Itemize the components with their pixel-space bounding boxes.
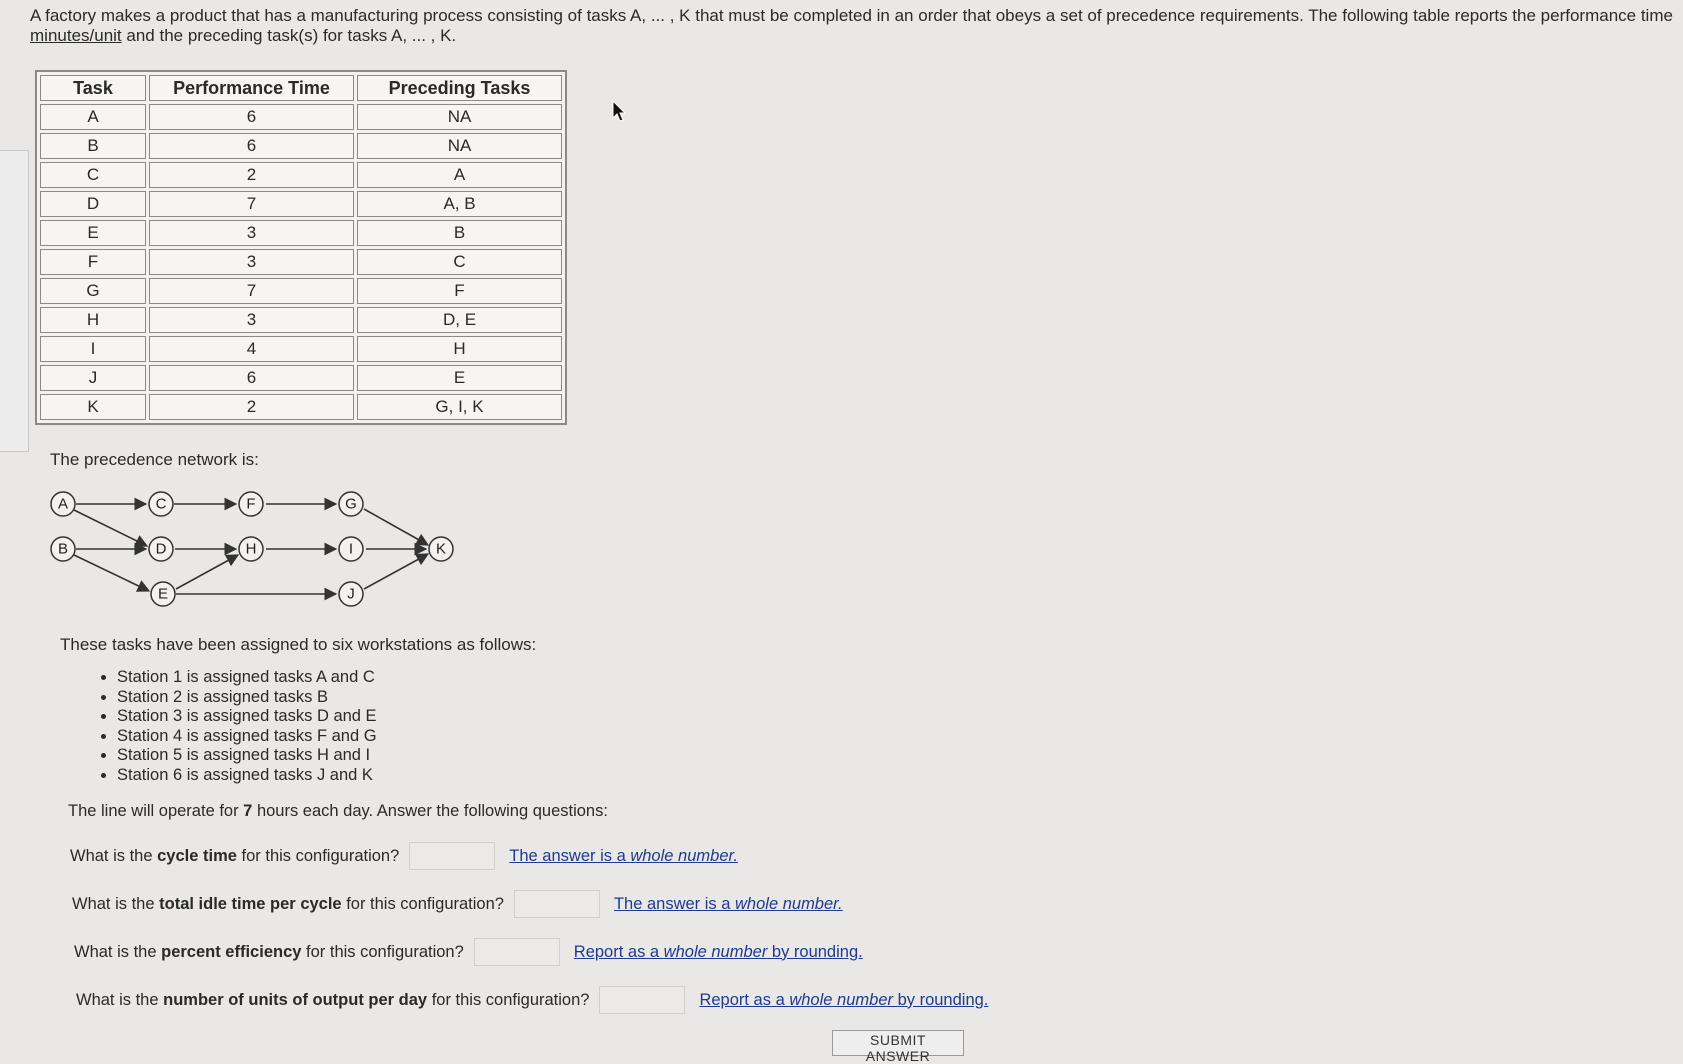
node-a: [51, 492, 75, 516]
node-label: K: [435, 540, 447, 558]
list-item: • Station 6 is assigned tasks J and K: [117, 766, 377, 786]
edge-a-d: [74, 510, 147, 546]
task-cell: I: [40, 336, 146, 362]
table-row: [40, 307, 562, 333]
network-label: The precedence network is:: [50, 450, 259, 469]
node-label: E: [157, 585, 169, 603]
assignment-intro: These tasks have been assigned to six workstations as follows:: [60, 635, 537, 654]
node-label: C: [155, 495, 167, 513]
time-cell: 6: [149, 133, 354, 159]
question-hint[interactable]: Report as a whole number by rounding.: [699, 990, 989, 1009]
task-cell: B: [40, 133, 146, 159]
time-cell: 3: [149, 307, 354, 333]
preceding-cell: NA: [357, 133, 562, 159]
question-output-per-day: [76, 986, 988, 1014]
problem-intro: [30, 6, 1680, 46]
table-row: [40, 104, 562, 130]
task-cell: C: [40, 162, 146, 188]
table-row: [40, 365, 562, 391]
node-label: I: [348, 540, 354, 558]
task-cell: E: [40, 220, 146, 246]
question-hint[interactable]: Report as a whole number by rounding.: [573, 942, 863, 961]
preceding-cell: B: [357, 220, 562, 246]
output-per-day-input[interactable]: [599, 986, 685, 1014]
intro-text: A factory makes a product that has a manufacturing process consisting of tasks A, ... , K that must be completed in an order that obeys a set of precedence requirements. The following table reports the performance time: [30, 6, 1673, 25]
list-item: • Station 5 is assigned tasks H and I: [117, 746, 377, 766]
preceding-cell: F: [357, 278, 562, 304]
edge-b-e: [74, 555, 149, 591]
list-item: • Station 3 is assigned tasks D and E: [117, 707, 377, 727]
operation-post: hours each day. Answer the following questions:: [252, 802, 608, 820]
node-label: B: [57, 540, 69, 558]
preceding-cell: NA: [357, 104, 562, 130]
table-row: [40, 336, 562, 362]
node-f: [239, 492, 263, 516]
operation-hours: 7: [243, 802, 253, 820]
preceding-cell: G, I, K: [357, 394, 562, 420]
question-idle-time: [72, 890, 843, 918]
time-cell: 7: [149, 278, 354, 304]
time-cell: 6: [149, 365, 354, 391]
table-header-row: [40, 75, 562, 101]
header-task: Task: [40, 75, 146, 101]
question-efficiency: [74, 938, 863, 966]
submit-answer-button[interactable]: SUBMIT ANSWER: [832, 1030, 964, 1056]
node-d: [149, 537, 173, 561]
edge-g-k: [364, 509, 428, 545]
efficiency-input[interactable]: [474, 938, 560, 966]
preceding-cell: A, B: [357, 191, 562, 217]
question-hint[interactable]: The answer is a whole number.: [509, 846, 738, 865]
node-h: [239, 537, 263, 561]
table-row: [40, 191, 562, 217]
list-item: • Station 1 is assigned tasks A and C: [117, 668, 377, 688]
preceding-cell: D, E: [357, 307, 562, 333]
node-label: G: [345, 495, 357, 513]
list-item: • Station 4 is assigned tasks F and G: [117, 727, 377, 747]
preceding-cell: E: [357, 365, 562, 391]
table-row: [40, 249, 562, 275]
table-row: [40, 133, 562, 159]
preceding-cell: C: [357, 249, 562, 275]
operation-statement: [68, 802, 608, 821]
time-cell: 4: [149, 336, 354, 362]
question-text: What is the total idle time per cycle for this configuration?: [72, 894, 504, 913]
node-k: [429, 537, 453, 561]
idle-time-input[interactable]: [514, 890, 600, 918]
time-cell: 2: [149, 394, 354, 420]
intro-text-rest: and the preceding task(s) for tasks A, ... , K.: [121, 26, 457, 45]
time-cell: 2: [149, 162, 354, 188]
node-j: [339, 582, 363, 606]
question-hint[interactable]: The answer is a whole number.: [613, 894, 843, 913]
task-cell: K: [40, 394, 146, 420]
question-text: What is the percent efficiency for this configuration?: [74, 942, 464, 961]
task-cell: H: [40, 307, 146, 333]
task-cell: G: [40, 278, 146, 304]
table-row: [40, 162, 562, 188]
node-label: F: [246, 495, 256, 513]
edge-j-k: [364, 554, 428, 589]
node-i: [339, 537, 363, 561]
node-c: [149, 492, 173, 516]
station-list: [95, 668, 377, 785]
list-item: • Station 2 is assigned tasks B: [117, 688, 377, 708]
table-row: [40, 394, 562, 420]
preceding-cell: H: [357, 336, 562, 362]
task-cell: D: [40, 191, 146, 217]
operation-pre: The line will operate for: [68, 802, 244, 820]
question-text: What is the number of units of output per day for this configuration?: [76, 990, 590, 1009]
question-text: What is the cycle time for this configuration?: [70, 846, 400, 865]
node-label: A: [57, 495, 69, 513]
node-label: D: [155, 540, 167, 558]
mouse-pointer-icon: [612, 100, 628, 124]
preceding-cell: A: [357, 162, 562, 188]
left-panel-tab: [0, 150, 29, 452]
task-cell: A: [40, 104, 146, 130]
cycle-time-input[interactable]: [409, 842, 495, 870]
node-e: [151, 582, 175, 606]
node-g: [339, 492, 363, 516]
task-table: [35, 70, 567, 425]
node-b: [51, 537, 75, 561]
header-performance-time: Performance Time: [149, 75, 354, 101]
question-cycle-time: [70, 842, 738, 870]
time-cell: 3: [149, 220, 354, 246]
task-cell: F: [40, 249, 146, 275]
table-row: [40, 278, 562, 304]
units-link[interactable]: minutes/unit: [30, 26, 122, 45]
time-cell: 3: [149, 249, 354, 275]
precedence-network-diagram: [48, 488, 468, 613]
header-preceding-tasks: Preceding Tasks: [357, 75, 562, 101]
node-label: J: [347, 585, 355, 603]
time-cell: 7: [149, 191, 354, 217]
node-label: H: [245, 540, 257, 558]
table-row: [40, 220, 562, 246]
task-cell: J: [40, 365, 146, 391]
time-cell: 6: [149, 104, 354, 130]
edge-e-h: [176, 555, 238, 589]
